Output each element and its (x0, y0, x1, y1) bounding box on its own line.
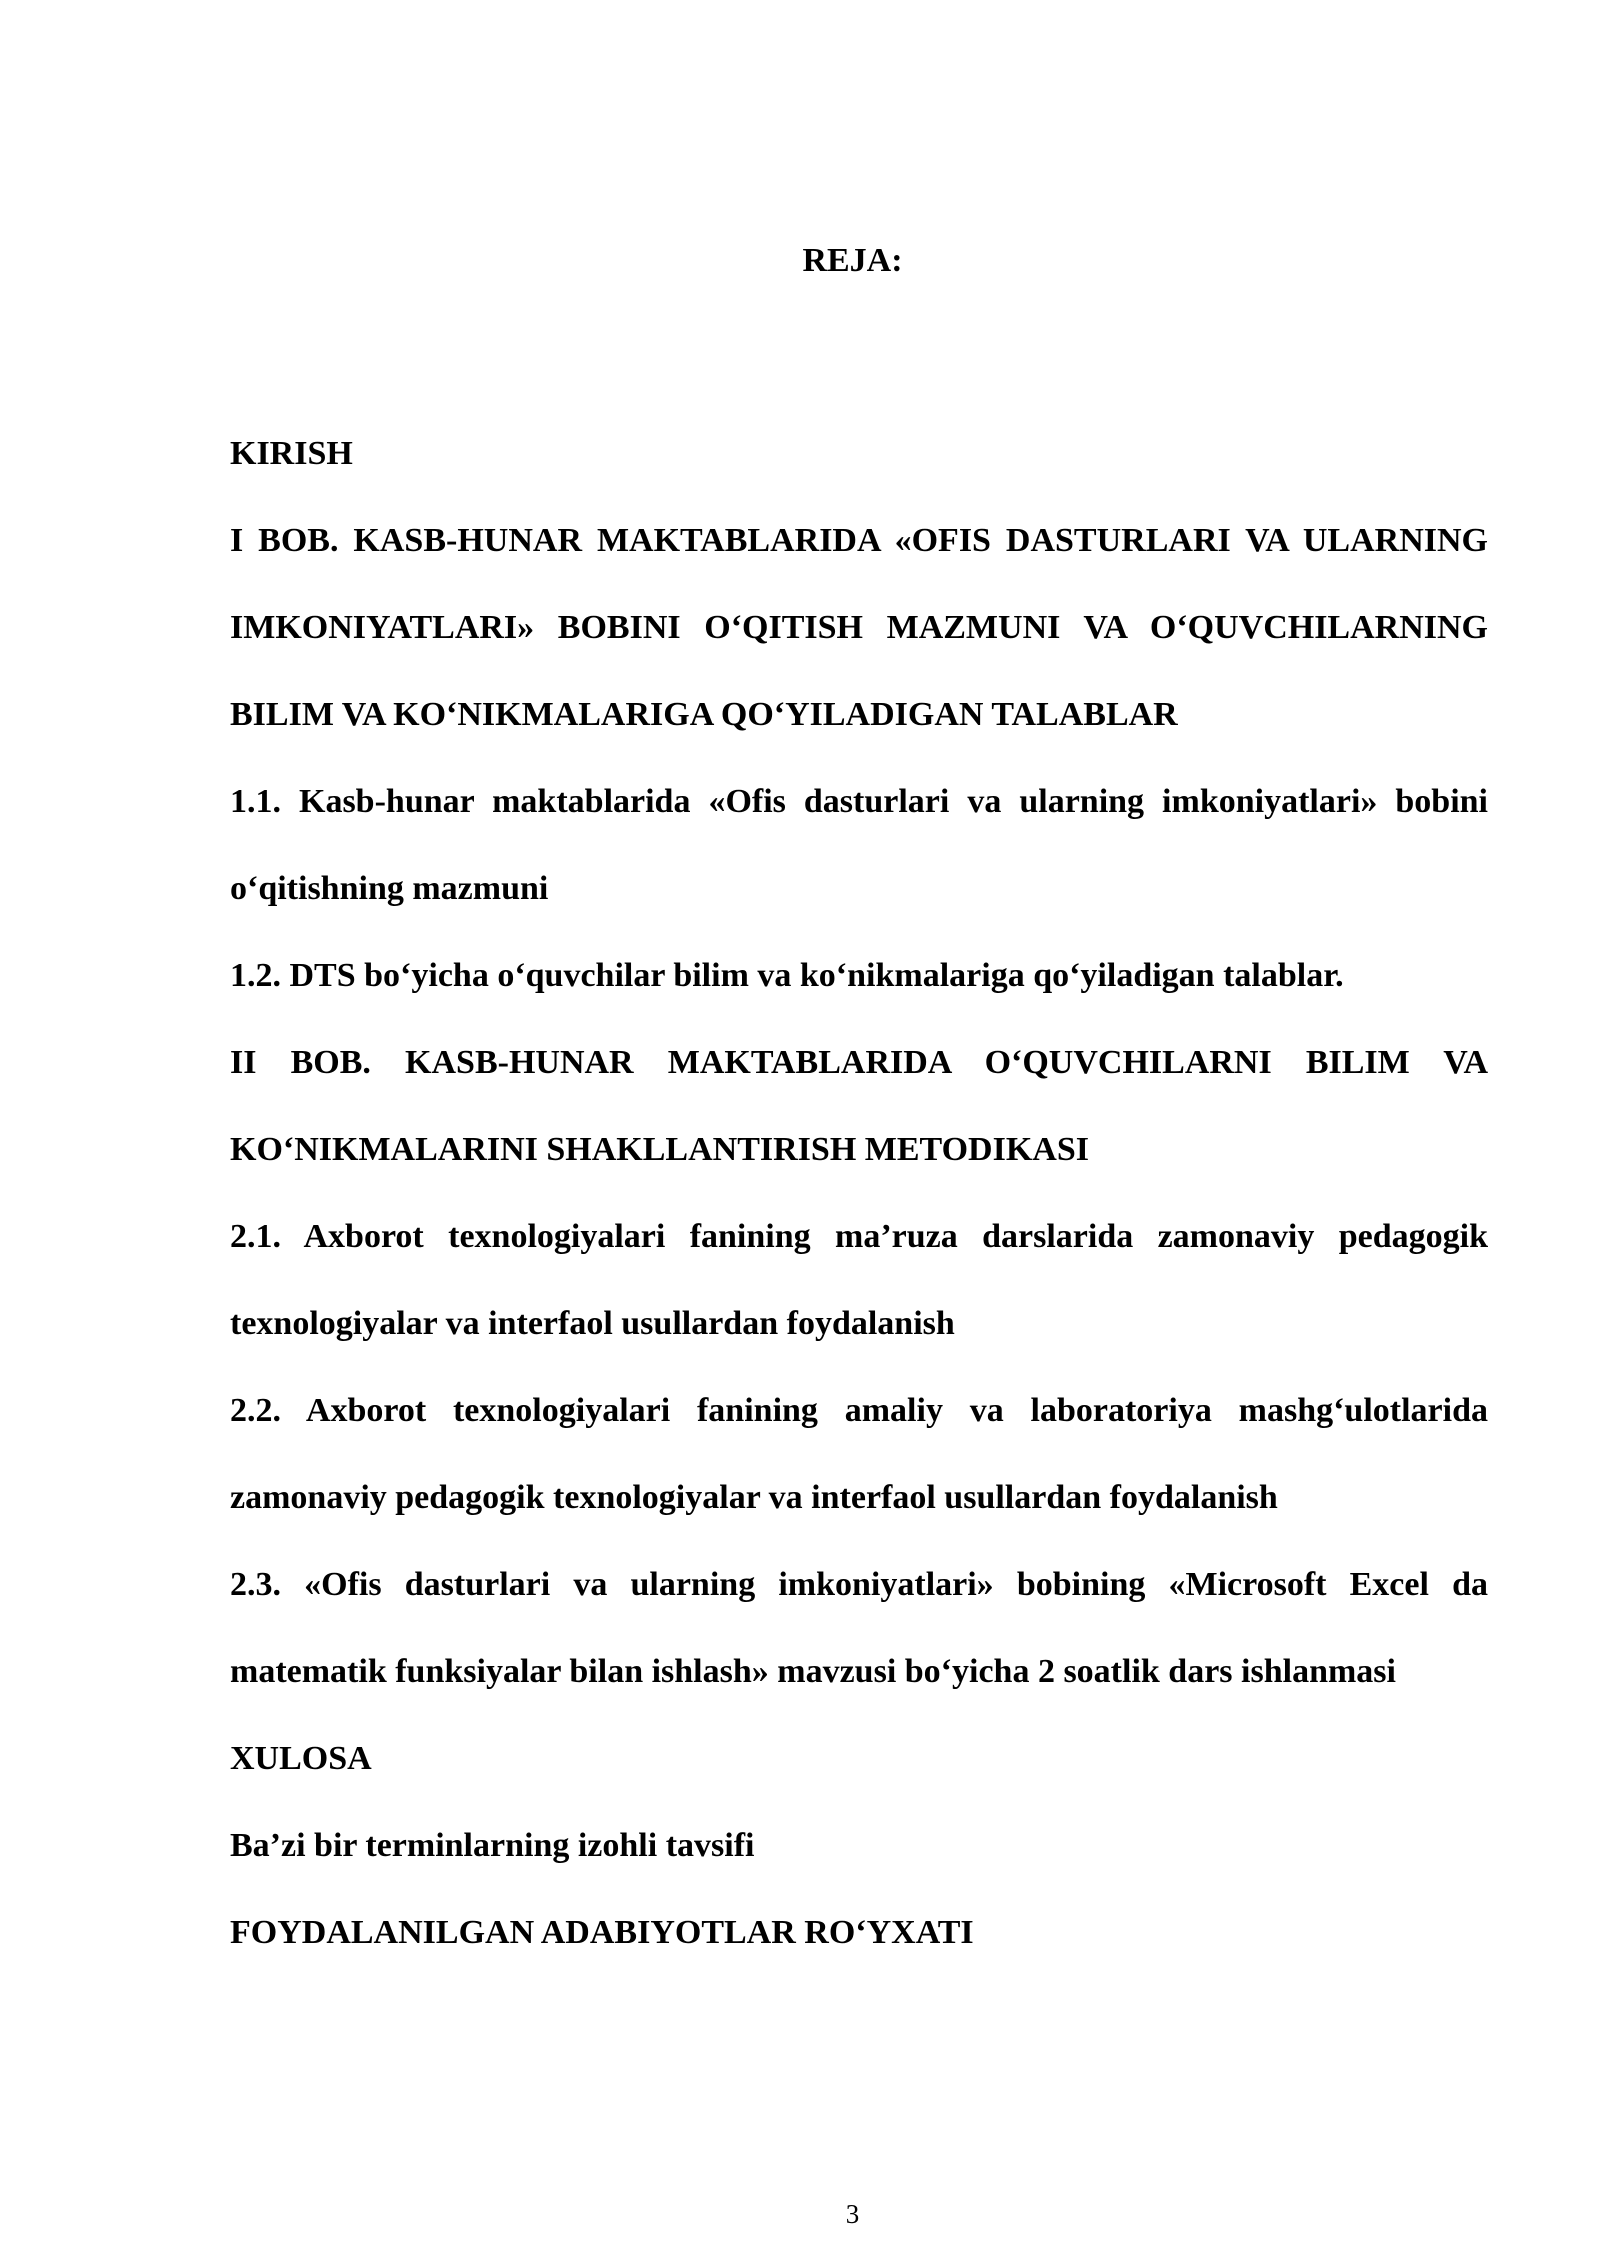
toc-entry-conclusion: XULOSA (230, 1740, 372, 1777)
page-number: 3 (845, 2199, 860, 2229)
toc-entry-section-2-1: 2.1. Axborot texnologiyalari fanining ma’ruza darslarida zamonaviy pedagogik texnologiyalar va interfaol usullardan foydalanish (230, 1218, 1488, 1342)
toc-entry-section-2-3: 2.3. «Ofis dasturlari va ularning imkoniyatlari» bobining «Microsoft Excel da matematik funksiyalar bilan ishlash» mavzusi bo‘yicha 2 soatlik dars ishlanmasi (230, 1566, 1488, 1690)
toc-entry-section-1-2: 1.2. DTS bo‘yicha o‘quvchilar bilim va ko‘nikmalariga qo‘yiladigan talablar. (230, 957, 1344, 994)
toc-entry-introduction: KIRISH (230, 435, 353, 472)
toc-entry-section-1-1: 1.1. Kasb-hunar maktablarida «Ofis dasturlari va ularning imkoniyatlari» bobini o‘qitishning mazmuni (230, 783, 1488, 907)
toc-entry-glossary: Ba’zi bir terminlarning izohli tavsifi (230, 1827, 755, 1864)
toc-entry-section-2-2: 2.2. Axborot texnologiyalari fanining amaliy va laboratoriya mashg‘ulotlarida zamonaviy pedagogik texnologiyalar va interfaol usullardan foydalanish (230, 1392, 1488, 1516)
toc-entry-references: FOYDALANILGAN ADABIYOTLAR RO‘YXATI (230, 1914, 974, 1951)
toc-entry-chapter-1: I BOB. KASB-HUNAR MAKTABLARIDA «OFIS DASTURLARI VA ULARNING IMKONIYATLARI» BOBINI O‘QITISH MAZMUNI VA O‘QUVCHILARNING BILIM VA KO‘NIKMALARIGA QO‘YILADIGAN TALABLAR (230, 522, 1488, 733)
table-of-contents (230, 410, 1488, 1976)
toc-entry-chapter-2: II BOB. KASB-HUNAR MAKTABLARIDA O‘QUVCHILARNI BILIM VA KO‘NIKMALARINI SHAKLLANTIRISH METODIKASI (230, 1044, 1488, 1168)
plan-title: REJA: (802, 242, 903, 279)
